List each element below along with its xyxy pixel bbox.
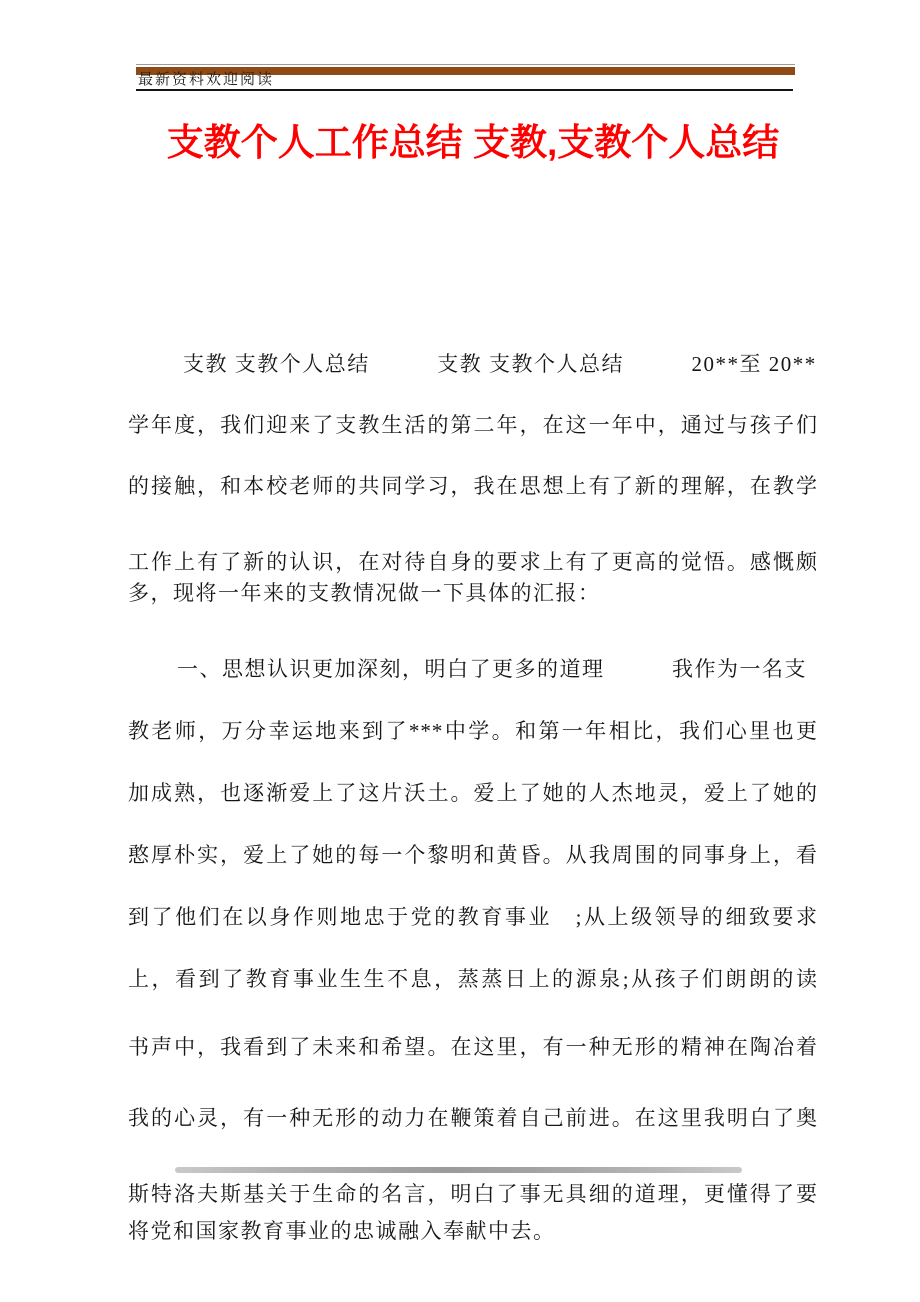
body-line: 工作上有了新的认识，在对待自身的要求上有了更高的觉悟。感慨颇 — [128, 550, 818, 574]
body-line: 支教 支教个人总结 支教 支教个人总结 20**至 20** — [183, 352, 817, 376]
header-top-hairline — [136, 64, 795, 65]
body-line: 我的心灵，有一种无形的动力在鞭策着自己前进。在这里我明白了奥 — [128, 1106, 818, 1130]
body-line: 多，现将一年来的支教情况做一下具体的汇报： — [128, 581, 601, 605]
page-title: 支教个人工作总结 支教,支教个人总结 — [166, 122, 780, 163]
body-line: 将党和国家教育事业的忠诚融入奉献中去。 — [128, 1219, 556, 1243]
body-line: 学年度，我们迎来了支教生活的第二年，在这一年中，通过与孩子们 — [128, 413, 818, 437]
header-bottom-rule — [136, 89, 793, 91]
body-line: 斯特洛夫斯基关于生命的名言，明白了事无具细的道理，更懂得了要 — [128, 1182, 818, 1206]
body-line: 上，看到了教育事业生生不息，蒸蒸日上的源泉;从孩子们朗朗的读 — [128, 967, 818, 991]
body-line: 的接触，和本校老师的共同学习，我在思想上有了新的理解，在教学 — [128, 474, 818, 498]
body-line: 憨厚朴实，爱上了她的每一个黎明和黄昏。从我周围的同事身上，看 — [128, 843, 818, 867]
body-line: 到了他们在以身作则地忠于党的教育事业 ;从上级领导的细致要求 — [128, 905, 818, 929]
body-line: 书声中，我看到了未来和希望。在这里，有一种无形的精神在陶冶着 — [128, 1035, 818, 1059]
body-line: 教老师，万分幸运地来到了***中学。和第一年相比，我们心里也更 — [128, 719, 818, 743]
body-line: 加成熟，也逐渐爱上了这片沃土。爱上了她的人杰地灵，爱上了她的 — [128, 781, 818, 805]
header-notice: 最新资料欢迎阅读 — [138, 72, 275, 88]
footer-divider — [175, 1167, 742, 1173]
body-section-heading-line: 一、思想认识更加深刻，明白了更多的道理 我作为一名支 — [177, 657, 807, 681]
